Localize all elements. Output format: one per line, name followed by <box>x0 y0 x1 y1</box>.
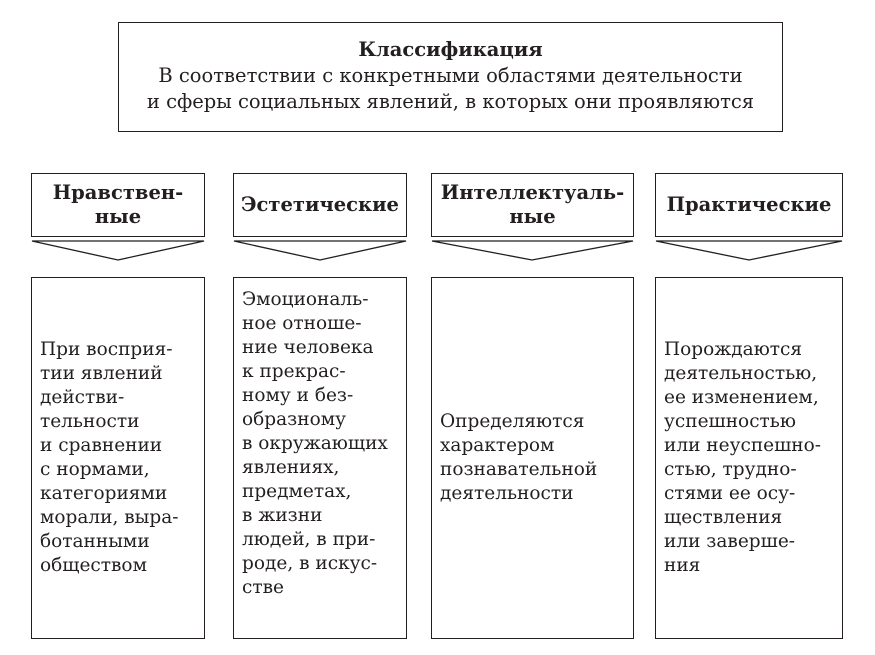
column-header-intellectual: Интеллектуаль- ные <box>431 173 634 237</box>
classification-text: В соответствии с конкретными областями деятельности и сферы социальных явлений, в которых они проявляются <box>146 64 755 113</box>
arrow-down-icon <box>233 240 407 262</box>
classification-box <box>118 22 783 132</box>
column-description-aesthetic: Эмоциональ- ное отноше- ние человека к прекрас- ному и без- образному в окружающих явлениях, предметах, в жизни людей, в при- роде, в искус- стве <box>233 277 407 639</box>
column-description-intellectual: Определяются характером познавательной деятельности <box>431 277 634 639</box>
column-description-practical: Порождаются деятельностью, ее изменением, успешностью или неуспешно- стью, трудно- стями ее осу- ществления или заверше- ния <box>655 277 843 639</box>
arrow-down-icon <box>31 240 205 262</box>
column-header-moral: Нравствен- ные <box>31 173 205 237</box>
column-header-practical: Практические <box>655 173 843 237</box>
arrow-down-icon <box>655 240 843 262</box>
arrow-down-icon <box>431 240 634 262</box>
column-description-moral: При восприя- тии явлений действи- тельности и сравнении с нормами, категориями морали, выра- ботанными обществом <box>31 277 205 639</box>
column-header-aesthetic: Эстетические <box>233 173 407 237</box>
classification-title: Классификация <box>358 38 543 61</box>
